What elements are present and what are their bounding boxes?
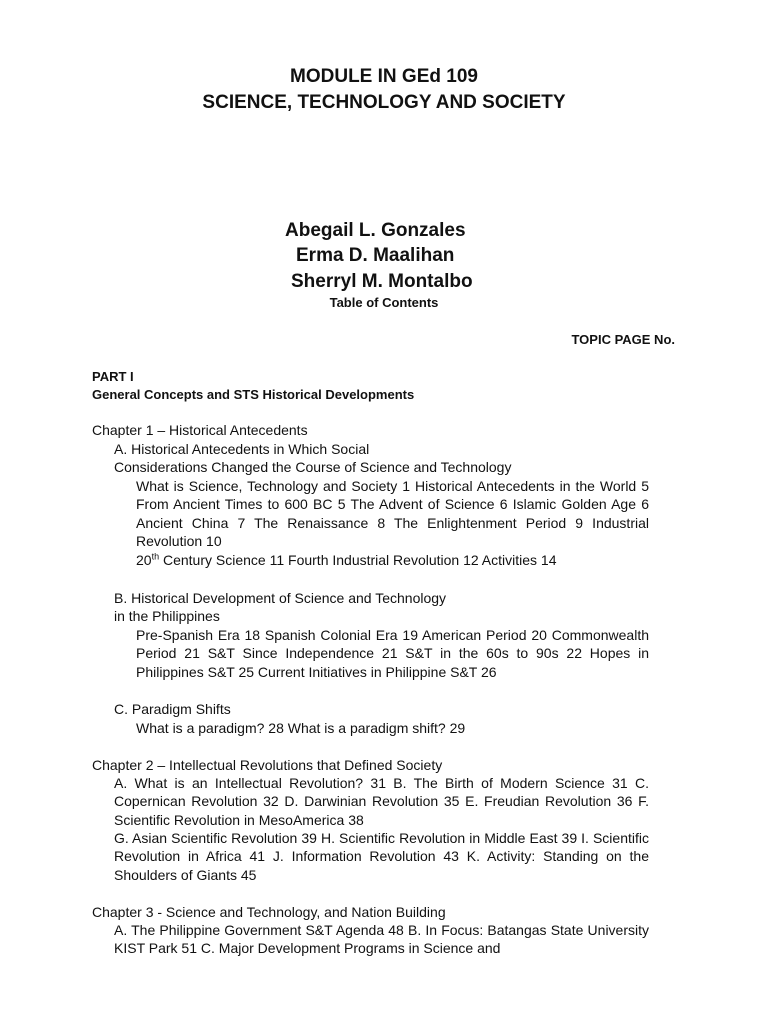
toc-entries: G. Asian Scientific Revolution 39 H. Scientific Revolution in Middle East 39 I. Scientific Revolution in Africa 41 J. Information Revolution 43 K. Activity: Standing on the Shoulders of Giants 45 xyxy=(114,830,649,883)
toc-entries: A. The Philippine Government S&T Agenda 48 B. In Focus: Batangas State University KIST Park 51 C. Major Development Programs in Science and xyxy=(114,922,649,957)
part-title: General Concepts and STS Historical Developments xyxy=(92,387,415,402)
chapter-title: Chapter 3 - Science and Technology, and Nation Building xyxy=(92,904,446,920)
toc-columns-label: TOPIC PAGE No. xyxy=(571,332,675,347)
chapter-title: Chapter 1 – Historical Antecedents xyxy=(92,422,308,438)
toc-entries: A. What is an Intellectual Revolution? 31 B. The Birth of Modern Science 31 C. Copernican Revolution 32 D. Darwinian Revolution 35 E. Freudian Revolution 36 F. Scientific Revolution in MesoAmerica 38 xyxy=(114,775,649,828)
author-name: Abegail L. Gonzales xyxy=(285,220,466,241)
section-heading: A. Historical Antecedents in Which Social xyxy=(114,441,370,457)
module-title: MODULE IN GEd 109 xyxy=(290,66,478,87)
section-heading: C. Paradigm Shifts xyxy=(114,701,231,717)
toc-entries: Pre-Spanish Era 18 Spanish Colonial Era 19 American Period 20 Commonwealth Period 21 S&T Since Independence 21 S&T in the 60s to 90s 22 Hopes in Philippines S&T 25 Current Initiatives in Philippine S&T 26 xyxy=(136,627,649,680)
author-name: Sherryl M. Montalbo xyxy=(291,271,473,292)
section-heading: Considerations Changed the Course of Science and Technology xyxy=(114,459,512,475)
toc-entries: What is a paradigm? 28 What is a paradigm shift? 29 xyxy=(136,720,466,736)
toc-heading: Table of Contents xyxy=(329,295,439,310)
chapter-title: Chapter 2 – Intellectual Revolutions that Defined Society xyxy=(92,757,443,773)
section-heading: B. Historical Development of Science and Technology xyxy=(114,590,447,606)
section-heading: in the Philippines xyxy=(114,608,220,624)
toc-entries: What is Science, Technology and Society 1 Historical Antecedents in the World 5 From Ancient Times to 600 BC 5 The Advent of Science 6 Islamic Golden Age 6 Ancient China 7 The Renaissance 8 The Enlightenment Period 9 Industrial Revolution 10 xyxy=(136,478,649,550)
toc-entries: 20th Century Science 11 Fourth Industrial Revolution 12 Activities 14 xyxy=(136,551,557,568)
course-title: SCIENCE, TECHNOLOGY AND SOCIETY xyxy=(202,92,566,113)
part-label: PART I xyxy=(92,369,134,384)
author-name: Erma D. Maalihan xyxy=(296,245,455,266)
